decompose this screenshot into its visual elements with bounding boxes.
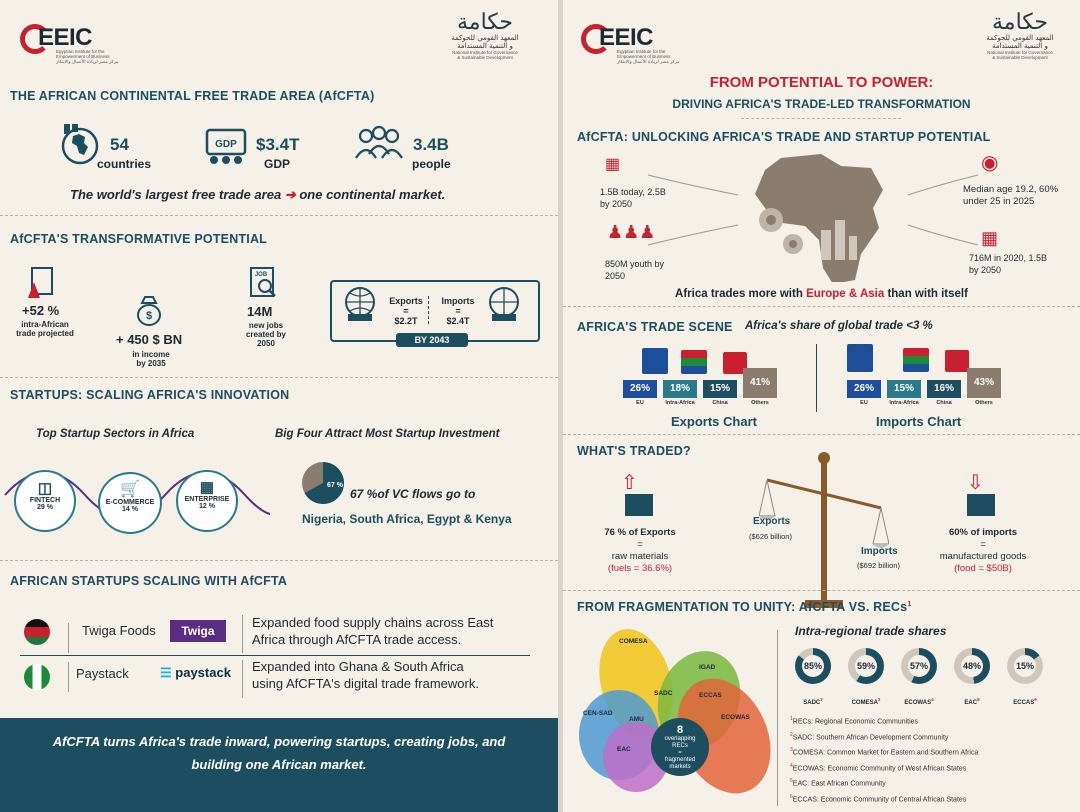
right-page bbox=[563, 0, 1080, 812]
footnote: $^6$ECCAS: Economic Community of Central African States bbox=[790, 793, 967, 803]
income-value: + 450 $ BN bbox=[116, 332, 183, 347]
trade-box-divider bbox=[428, 296, 429, 324]
divider bbox=[741, 118, 901, 119]
jobs-label: new jobs created by 2050 bbox=[245, 321, 287, 348]
donut-eccas bbox=[1007, 648, 1043, 684]
recs-divider bbox=[777, 630, 778, 806]
divider bbox=[0, 560, 558, 561]
donut-value: 59% bbox=[855, 655, 877, 677]
donut-label: SADC$^2$ bbox=[803, 697, 823, 706]
exports-chart-title: Exports Chart bbox=[671, 414, 757, 429]
balance-scale-icon bbox=[759, 450, 889, 610]
vc-pie-chart bbox=[300, 460, 346, 506]
footer-text: AfCFTA turns Africa's trade inward, powering startups, creating jobs, and building one African market. bbox=[52, 734, 506, 772]
imports-chart-title: Imports Chart bbox=[876, 414, 962, 429]
urban-stat: 716M in 2020, 1.5B by 2050 bbox=[969, 253, 1048, 275]
donut-label: ECOWAS$^4$ bbox=[904, 697, 934, 706]
nigsd-logo bbox=[440, 12, 530, 60]
trade-with-note: Africa trades more with Europe & Asia than with itself bbox=[675, 288, 968, 300]
gdp-icon bbox=[204, 126, 248, 166]
nigsd-en1: National Institute for Governance bbox=[987, 50, 1053, 55]
income-label: in income by 2035 bbox=[132, 350, 170, 368]
bar-label: China bbox=[936, 400, 952, 406]
donut-value: 57% bbox=[908, 655, 930, 677]
youth-icon: ♟♟♟ bbox=[607, 222, 656, 242]
nigeria-flag-icon bbox=[24, 664, 50, 690]
bar-label: Others bbox=[975, 400, 993, 406]
twiga-logo: Twiga bbox=[170, 620, 226, 642]
africa-globe-icon bbox=[58, 122, 102, 166]
stat-people-label: people bbox=[412, 157, 451, 171]
bar-intra-africa: 18% bbox=[663, 380, 697, 398]
paystack-logo-icon: ☰ bbox=[160, 665, 172, 680]
population-icon: ▦ bbox=[605, 156, 621, 173]
africa-map-icon bbox=[741, 150, 901, 282]
recs-title: FROM FRAGMENTATION TO UNITY: AfCFTA VS. RECs$^1$ bbox=[577, 600, 912, 614]
rec-label-igad: IGAD bbox=[699, 664, 716, 671]
page-title: FROM POTENTIAL TO POWER: bbox=[709, 74, 934, 91]
nigsd-en2: & Sustainable Development bbox=[992, 55, 1048, 60]
bar-intra-africa: 15% bbox=[887, 380, 921, 398]
nigsd-en1: National Institute for Governance bbox=[452, 50, 518, 55]
footnote: $^3$COMESA: Common Market for Eastern and Southern Africa bbox=[790, 747, 979, 757]
rec-label-sadc: SADC bbox=[654, 690, 673, 697]
exports-forecast: Exports = $2.2T bbox=[389, 296, 423, 326]
connector-arrows-right bbox=[903, 165, 983, 255]
china-flag-icon bbox=[945, 350, 969, 372]
footnote: $^4$ECOWAS: Economic Community of West African States bbox=[790, 762, 967, 772]
footnote: $^5$EAC: East African Community bbox=[790, 778, 886, 788]
divider bbox=[563, 306, 1080, 307]
divider bbox=[0, 377, 558, 378]
donut-value: 15% bbox=[1014, 655, 1036, 677]
big-four-heading: Big Four Attract Most Startup Investment bbox=[275, 428, 500, 440]
startup-row-paystack bbox=[20, 656, 530, 701]
stat-countries-value: 54 bbox=[110, 135, 129, 154]
donut-ecowas bbox=[901, 648, 937, 684]
vc-countries: Nigeria, South Africa, Egypt & Kenya bbox=[302, 512, 512, 526]
south-africa-flag-icon bbox=[681, 350, 707, 374]
city-icon: ▦ bbox=[981, 228, 999, 248]
trade-growth-value: +52 % bbox=[22, 303, 60, 318]
footer-banner bbox=[0, 718, 558, 812]
whats-traded-title: WHAT'S TRADED? bbox=[577, 444, 691, 458]
eeic-logo-text: EEIC bbox=[599, 24, 654, 51]
south-africa-flag-icon bbox=[903, 348, 929, 372]
age-icon: ◉ bbox=[981, 152, 999, 174]
startup-row-twiga bbox=[20, 611, 530, 656]
stat-countries-label: countries bbox=[97, 157, 152, 171]
youth-stat: 850M youth by 2050 bbox=[605, 259, 665, 281]
sector-ecommerce: 🛒 E-COMMERCE 14 % bbox=[98, 472, 162, 534]
potential-title: AfCFTA'S TRANSFORMATIVE POTENTIAL bbox=[10, 232, 268, 246]
bar-label: EU bbox=[636, 400, 644, 406]
eeic-logo-text: EEIC bbox=[38, 24, 93, 51]
nigsd-ar1: المعهد القومي للحوكمة bbox=[986, 34, 1054, 42]
afcfta-title: THE AFRICAN CONTINENTAL FREE TRADE AREA (AfCFTA) bbox=[10, 89, 375, 103]
bar-eu: 26% bbox=[847, 380, 881, 398]
nigsd-ar2: و التنمية المستدامة bbox=[457, 42, 513, 50]
sectors-heading: Top Startup Sectors in Africa bbox=[36, 428, 195, 440]
globe-container-icon bbox=[340, 284, 380, 324]
shares-title: Intra-regional trade shares bbox=[795, 624, 947, 638]
nigsd-en2: & Sustainable Development bbox=[457, 55, 513, 60]
imports-forecast: Imports = $2.4T bbox=[441, 296, 475, 326]
rec-label-eac: EAC bbox=[617, 746, 631, 753]
imports-composition: 60% of imports = manufactured goods (food = $50B) bbox=[939, 527, 1027, 574]
bar-china: 16% bbox=[927, 380, 961, 398]
eu-flag-icon bbox=[642, 348, 668, 374]
imports-scale-value: ($692 billion) bbox=[857, 561, 900, 570]
bar-label: Intra-Africa bbox=[889, 400, 919, 406]
bar-label: Intra-Africa bbox=[665, 400, 695, 406]
paystack-desc: Expanded into Ghana & South Africa using AfCFTA's digital trade framework. bbox=[252, 659, 479, 691]
donut-label: EAC$^5$ bbox=[964, 697, 980, 706]
donut-eac bbox=[954, 648, 990, 684]
exports-scale-value: ($626 billion) bbox=[749, 532, 792, 541]
bar-others: 41% bbox=[743, 368, 777, 398]
job-search-icon bbox=[248, 265, 280, 301]
connector-arrows bbox=[643, 165, 743, 255]
eeic-logo-sub: Egyptian Institute for the Empowerment of Business مركز مصر لريادة الأعمال والابتكار bbox=[617, 49, 680, 64]
twiga-desc: Expanded food supply chains across East Africa through AfCFTA trade access. bbox=[252, 615, 494, 647]
sector-fintech: ◫ FINTECH 29 % bbox=[14, 470, 76, 532]
nigsd-ar1: المعهد القومي للحوكمة bbox=[451, 34, 519, 42]
twiga-company: Twiga Foods bbox=[82, 623, 156, 638]
money-bag-icon bbox=[132, 293, 166, 327]
bar-eu: 26% bbox=[623, 380, 657, 398]
people-icon bbox=[352, 124, 406, 168]
trade-growth-label: intra-African trade projected bbox=[16, 320, 74, 338]
donut-sadc bbox=[795, 648, 831, 684]
eu-flag-icon bbox=[847, 344, 873, 372]
rec-label-ecowas: ECOWAS bbox=[721, 714, 750, 721]
fintech-icon: ◫ bbox=[37, 480, 53, 497]
divider bbox=[563, 590, 1080, 591]
sector-enterprise: ▦ ENTERPRISE 12 % bbox=[176, 470, 238, 532]
divider bbox=[0, 215, 558, 216]
rec-label-eccas: ECCAS bbox=[699, 692, 722, 699]
globe-download-icon bbox=[484, 284, 524, 324]
unlocking-title: AfCFTA: UNLOCKING AFRICA'S TRADE AND STARTUP POTENTIAL bbox=[577, 130, 991, 144]
donut-label: COMESA$^3$ bbox=[851, 697, 881, 706]
nigsd-logo-art: حكامة bbox=[991, 10, 1049, 35]
afcfta-tagline: The world's largest free trade area ➔ one continental market. bbox=[70, 187, 446, 202]
arrow-right-icon: ➔ bbox=[284, 187, 296, 202]
donut-value: 85% bbox=[802, 655, 824, 677]
import-down-icon: ⇩ bbox=[967, 472, 984, 494]
stat-gdp-value: $3.4T bbox=[256, 135, 300, 154]
paystack-company: Paystack bbox=[76, 666, 129, 681]
nigsd-ar2: و التنمية المستدامة bbox=[992, 42, 1048, 50]
nigsd-logo-right bbox=[975, 12, 1065, 60]
rec-label-censad: CEN-SAD bbox=[583, 710, 613, 717]
bar-label: China bbox=[712, 400, 728, 406]
venn-center: 8 overlapping RECs = fragmented markets bbox=[651, 718, 709, 776]
population-stat: 1.5B today, 2.5B by 2050 bbox=[600, 187, 666, 209]
eeic-logo-sub: Egyptian Institute for the Empowerment of Business مركز مصر لريادة الأعمال والابتكار bbox=[56, 49, 119, 64]
bar-china: 15% bbox=[703, 380, 737, 398]
donut-label: ECCAS$^6$ bbox=[1013, 697, 1037, 706]
building-icon: ▦ bbox=[199, 479, 215, 496]
bar-label: Others bbox=[751, 400, 769, 406]
age-stat: Median age 19.2, 60% under 25 in 2025 bbox=[963, 184, 1059, 207]
nigsd-logo-art: حكامة bbox=[456, 10, 514, 35]
kenya-flag-icon bbox=[24, 619, 50, 645]
jobs-value: 14M bbox=[247, 304, 273, 319]
bar-others: 43% bbox=[967, 368, 1001, 398]
chart-divider bbox=[816, 344, 817, 412]
exports-scale-label: Exports bbox=[753, 516, 791, 527]
cart-icon: 🛒 bbox=[120, 481, 140, 498]
scaling-title: AFRICAN STARTUPS SCALING WITH AfCFTA bbox=[10, 574, 288, 588]
trade-scene-title: AFRICA'S TRADE SCENE bbox=[577, 320, 733, 334]
container-ship-icon bbox=[625, 494, 653, 516]
donut-value: 48% bbox=[961, 655, 983, 677]
vc-text: 67 %of VC flows go to bbox=[350, 487, 476, 501]
paystack-logo: ☰ paystack bbox=[160, 665, 231, 680]
bar-label: EU bbox=[860, 400, 868, 406]
startups-title: STARTUPS: SCALING AFRICA'S INNOVATION bbox=[10, 388, 290, 402]
export-up-icon: ⇧ bbox=[621, 472, 638, 494]
rec-label-amu: AMU bbox=[629, 716, 644, 723]
imports-scale-label: Imports bbox=[861, 546, 898, 557]
svg-text:GDP: GDP bbox=[215, 139, 237, 150]
stat-gdp-label: GDP bbox=[264, 157, 291, 171]
trade-share-note: Africa's share of global trade <3 % bbox=[745, 320, 933, 332]
rec-label-comesa: COMESA bbox=[619, 638, 648, 645]
page-subtitle: DRIVING AFRICA'S TRADE-LED TRANSFORMATION bbox=[672, 97, 971, 111]
svg-text:$: $ bbox=[145, 310, 153, 322]
exports-composition: 76 % of Exports = raw materials (fuels = 36.6%) bbox=[604, 527, 676, 574]
stat-people-value: 3.4B bbox=[413, 135, 449, 154]
vc-pie-label: 67 % bbox=[327, 482, 343, 489]
donut-comesa bbox=[848, 648, 884, 684]
by-2043-badge: BY 2043 bbox=[396, 333, 468, 347]
footnote: $^1$RECs: Regional Economic Communities bbox=[790, 716, 919, 726]
footnote: $^2$SADC: Southern African Development Community bbox=[790, 731, 949, 741]
svg-text:JOB: JOB bbox=[254, 272, 268, 278]
divider bbox=[563, 434, 1080, 435]
container-ship-icon bbox=[967, 494, 995, 516]
rocket-doc-icon bbox=[22, 264, 56, 302]
